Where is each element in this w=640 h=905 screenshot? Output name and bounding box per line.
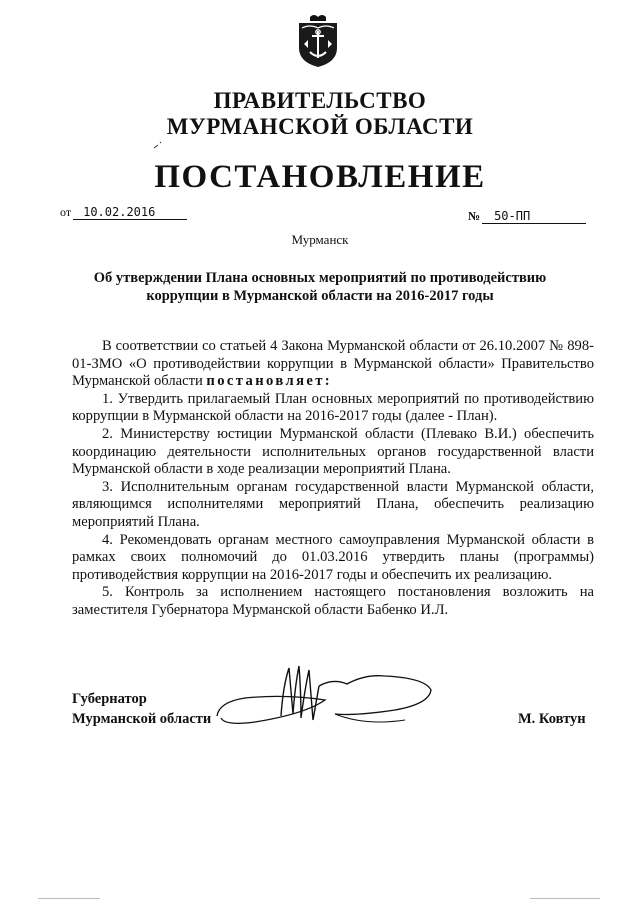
subject-line2: коррупции в Мурманской области на 2016-2017 годы (146, 288, 494, 304)
coat-of-arms-icon (296, 14, 340, 68)
item-5: 5. Контроль за исполнением настоящего постановления возложить на заместителя Губернатора Мурманской области Бабенко И.Л. (72, 584, 594, 618)
stray-mark-icon (152, 140, 164, 150)
org-name-line2: МУРМАНСКОЙ ОБЛАСТИ (166, 114, 474, 139)
document-type-title: ПОСТАНОВЛЕНИЕ (154, 159, 486, 195)
intro-text: В соответствии со статьей 4 Закона Мурманской области от 26.10.2007 № 898-01-ЗМО «О противодействии коррупции в Мурманской области» Правительство Мурманской области (72, 338, 594, 390)
item-4: 4. Рекомендовать органам местного самоуправления Мурманской области в рамках своих полномочий до 01.03.2016 утвердить планы (программы) противодействия коррупции на 2016-2017 годы и обеспечить их реализацию. (72, 531, 594, 583)
item-3: 3. Исполнительным органам государственной власти Мурманской области, являющимся исполнителями мероприятий Плана, обеспечить реализацию мероприятий Плана. (72, 478, 594, 530)
position-line2: Мурманской области (72, 711, 212, 727)
date-value: 10.02.2016 (73, 205, 187, 220)
intro-resolves: постановляет: (206, 373, 333, 390)
org-name-line1: ПРАВИТЕЛЬСТВО (213, 88, 427, 113)
number-value: 50-ПП (482, 209, 586, 224)
footer-divider (530, 898, 600, 899)
intro-paragraph (72, 338, 594, 391)
document-body (72, 338, 594, 620)
signatory-name: М. Ковтун (518, 711, 586, 727)
signatory-position (72, 689, 211, 729)
position-line1: Губернатор (72, 691, 147, 707)
document-number (468, 209, 586, 224)
handwritten-signature (215, 656, 445, 740)
item-2: 2. Министерству юстиции Мурманской области (Плевако В.И.) обеспечить координацию деятельности исполнительных органов государственной власти Мурманской области в ходе реализации мероприятий Плана. (72, 425, 594, 478)
date-label: от (60, 205, 72, 219)
subject-line1: Об утверждении Плана основных мероприятий по противодействию (93, 270, 547, 286)
document-date (60, 205, 187, 220)
document-city: Мурманск (291, 232, 349, 247)
item-1: 1. Утвердить прилагаемый План основных мероприятий по противодействию коррупции в Мурманской области на 2016-2017 годы (далее - План). (72, 390, 594, 425)
document-subject (60, 269, 580, 305)
footer-divider (38, 898, 100, 899)
number-label: № (468, 209, 481, 223)
